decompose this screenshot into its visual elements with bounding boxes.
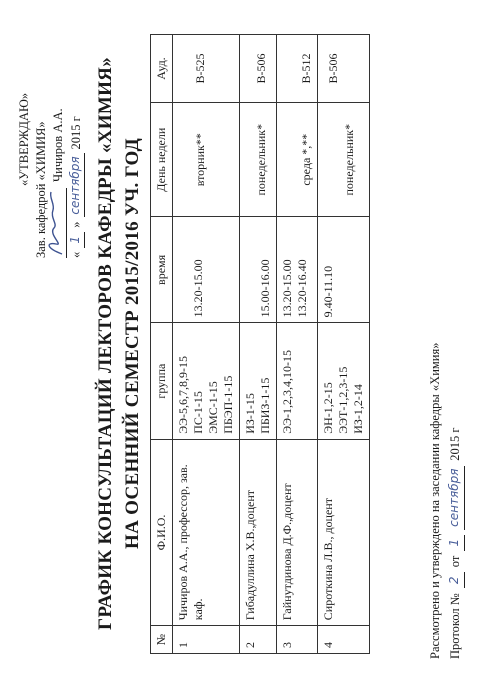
table-row	[318, 35, 370, 654]
group-item: ПБИЗ-1-15	[258, 377, 272, 434]
footer-block	[426, 343, 465, 659]
title-line-1: ГРАФИК КОНСУЛЬТАЦИЙ ЛЕКТОРОВ КАФЕДРЫ «ХИМИЯ»	[95, 56, 116, 631]
time-item	[243, 222, 258, 317]
cell-day: понедельник*	[318, 103, 370, 217]
group-item: ИЗ-1-15	[243, 393, 257, 434]
cell-name: Сироткина Л.В., доцент	[318, 439, 370, 625]
group-item: ПС-1-15	[191, 391, 205, 434]
header-name: Ф.И.О.	[151, 439, 173, 625]
title-line-2: НА ОСЕННИЙ СЕМЕСТР 2015/2016 УЧ. ГОД	[122, 138, 143, 550]
date-day: 1	[67, 232, 85, 248]
document-title	[92, 0, 146, 687]
time-item: 9.40-11.10	[321, 265, 335, 318]
cell-room: В-512	[277, 35, 318, 103]
cell-time	[277, 217, 318, 323]
cell-name: Гайнутдинова Д.Ф.,доцент	[277, 439, 318, 625]
group-item: ЭЭ-5,6,7,8,9-15	[176, 355, 190, 434]
protocol-line	[445, 343, 465, 659]
cell-num: 1	[173, 626, 240, 654]
cell-name: Чичиров А.А., профессор, зав. каф.	[173, 439, 240, 625]
group-item: ЭЭТ-1,2,3-15	[336, 366, 350, 434]
cell-groups	[277, 323, 318, 439]
approval-heading: «УТВЕРЖДАЮ»	[17, 92, 31, 186]
protocol-from: от	[448, 555, 462, 568]
time-item: 13.20-15.00	[280, 259, 294, 318]
cell-room: В-506	[318, 35, 370, 103]
cell-day: среда *,**	[277, 103, 318, 217]
header-group: группа	[151, 323, 173, 439]
approval-block	[16, 18, 85, 258]
date-year: 2015 г	[69, 116, 83, 150]
protocol-day: 1	[445, 535, 465, 551]
cell-num: 3	[277, 626, 318, 654]
protocol-label: Протокол №	[448, 593, 462, 659]
protocol-number: 2	[445, 572, 465, 588]
table-header-row	[151, 35, 173, 654]
approval-signer: Чичиров А.А.	[51, 108, 65, 182]
table-row	[240, 35, 277, 654]
table-row	[277, 35, 318, 654]
group-item: ЭЭ-1,2,3,4,10-15	[280, 349, 294, 434]
group-item: ИЗ-1,2-14	[351, 384, 365, 434]
cell-day: понедельник*	[240, 103, 277, 217]
handwritten-signature	[52, 188, 67, 258]
cell-groups	[318, 323, 370, 439]
consultation-table	[150, 34, 370, 654]
time-item: 13.20-16.40	[295, 259, 309, 318]
header-room: Ауд.	[151, 35, 173, 103]
approval-position: Зав. кафедрой «ХИМИЯ»	[34, 121, 48, 258]
time-item: 15.00-16.00	[258, 259, 272, 318]
protocol-year: 2015 г	[448, 427, 462, 461]
date-open-quote: «	[69, 251, 83, 258]
approval-date	[67, 18, 85, 258]
date-month: сентября	[67, 154, 85, 218]
approval-signature-row	[50, 18, 67, 258]
time-item	[176, 222, 191, 317]
cell-time	[318, 217, 370, 323]
cell-room: В-525	[173, 35, 240, 103]
table-row	[173, 35, 240, 654]
cell-time	[240, 217, 277, 323]
cell-day: вторник**	[173, 103, 240, 217]
header-day: День недели	[151, 103, 173, 217]
footer-approval-text: Рассмотрено и утверждено на заседании кафедры «Химия»	[428, 342, 442, 659]
cell-groups	[240, 323, 277, 439]
protocol-month: сентября	[445, 466, 465, 530]
header-time: время	[151, 217, 173, 323]
group-item: ЭМС-1-15	[206, 381, 220, 434]
date-close-quote: »	[69, 221, 83, 228]
group-item: ПБЭП-1-15	[221, 375, 235, 434]
cell-num: 4	[318, 626, 370, 654]
cell-time	[173, 217, 240, 323]
time-item: 13.20-15.00	[191, 259, 205, 318]
cell-room: В-506	[240, 35, 277, 103]
header-num: №	[151, 626, 173, 654]
cell-num: 2	[240, 626, 277, 654]
group-item: ЭН-1,2-15	[321, 382, 335, 434]
cell-groups	[173, 323, 240, 439]
cell-name: Гибадуллина Х.В.,доцент	[240, 439, 277, 625]
